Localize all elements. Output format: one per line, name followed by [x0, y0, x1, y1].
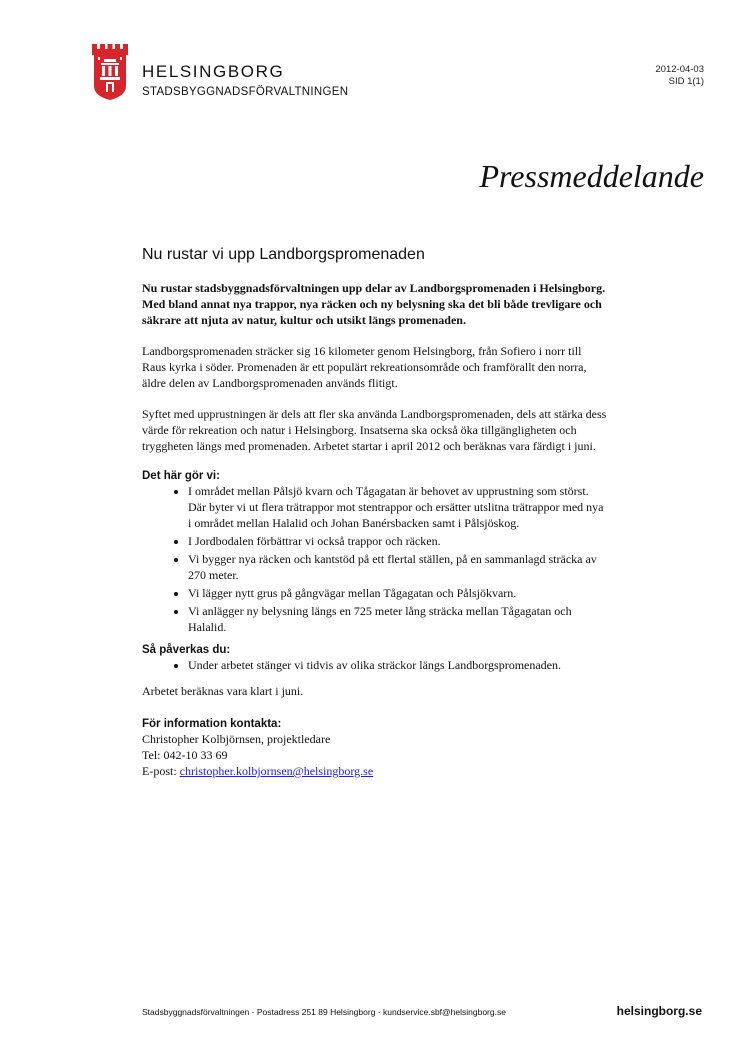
- page-number: SID 1(1): [668, 76, 704, 87]
- headline: Nu rustar vi upp Landborgspromenaden: [142, 246, 425, 263]
- list-item: • Vi anlägger ny belysning längs en 725 meter lång sträcka mellan Tågagatan och Halalid.: [188, 603, 608, 635]
- closing-paragraph: Arbetet beräknas vara klart i juni.: [142, 684, 304, 698]
- department-name: STADSBYGGNADSFÖRVALTNINGEN: [142, 86, 349, 98]
- paragraph: Syftet med upprustningen är dels att fler ska använda Landborgspromenaden, dels att stärka dess värde för rekreation och natur i Helsingborg. Insatserna ska också öka tillgängligheten och tryggheten längs med promenaden. Arbetet startar i april 2012 och beräknas vara färdigt i juni.: [142, 407, 607, 453]
- list-item: • Vi lägger nytt grus på gångvägar mellan Tågagatan och Pålsjökvarn.: [188, 585, 608, 601]
- contact-name: Christopher Kolbjörnsen, projektledare: [142, 732, 331, 746]
- contact-heading: För information kontakta:: [142, 718, 282, 730]
- bullet-list-what-we-do: [142, 483, 608, 635]
- press-release-body: [142, 246, 608, 779]
- document-type-title: Pressmeddelande: [479, 158, 704, 194]
- list-item: • Vi bygger nya räcken och kantstöd på ett flertal ställen, på en sammanlagd sträcka av 270 meter.: [188, 551, 608, 583]
- email-label: E-post:: [142, 764, 180, 778]
- section-heading-what-we-do: Det här gör vi:: [142, 470, 220, 482]
- bullet-list-how-affected: [142, 657, 608, 673]
- helsingborg-logo-icon: [92, 44, 128, 100]
- email-link[interactable]: christopher.kolbjornsen@helsingborg.se: [179, 764, 374, 778]
- footer-address: Stadsbyggnadsförvaltningen · Postadress 251 89 Helsingborg · kundservice.sbf@helsingborg.se: [142, 1007, 506, 1017]
- lead-paragraph: Nu rustar stadsbyggnadsförvaltningen upp delar av Landborgspromenaden i Helsingborg. Med bland annat nya trappor, nya räcken och ny belysning ska det bli både trevligare och säkrare att njuta av natur, kultur och utsikt längs promenaden.: [142, 281, 606, 327]
- list-item: • I området mellan Pålsjö kvarn och Tågagatan är behovet av upprustning som störst. Där byter vi ut flera trätrappor mot stentrappor och ersätter utslitna trätrappor med nya i området mellan Halalid och Johan Banérsbacken samt i Pålsjöskog.: [188, 483, 608, 531]
- org-name: HELSINGBORG: [142, 62, 285, 81]
- footer-website: helsingborg.se: [616, 1004, 702, 1018]
- document-date: 2012-04-03: [655, 64, 704, 75]
- list-item: • Under arbetet stänger vi tidvis av olika sträckor längs Landborgspromenaden.: [188, 657, 608, 673]
- list-item: • I Jordbodalen förbättrar vi också trappor och räcken.: [188, 533, 608, 549]
- document-meta: [655, 64, 704, 88]
- section-heading-how-affected: Så påverkas du:: [142, 644, 231, 656]
- contact-phone: Tel: 042-10 33 69: [142, 748, 228, 762]
- contact-email-line: [142, 763, 608, 779]
- paragraph: Landborgspromenaden sträcker sig 16 kilometer genom Helsingborg, från Sofiero i norr till Raus kyrka i söder. Promenaden är ett populärt rekreationsområde och framförallt den norra, äldre delen av Landborgspromenaden används flitigt.: [142, 344, 587, 390]
